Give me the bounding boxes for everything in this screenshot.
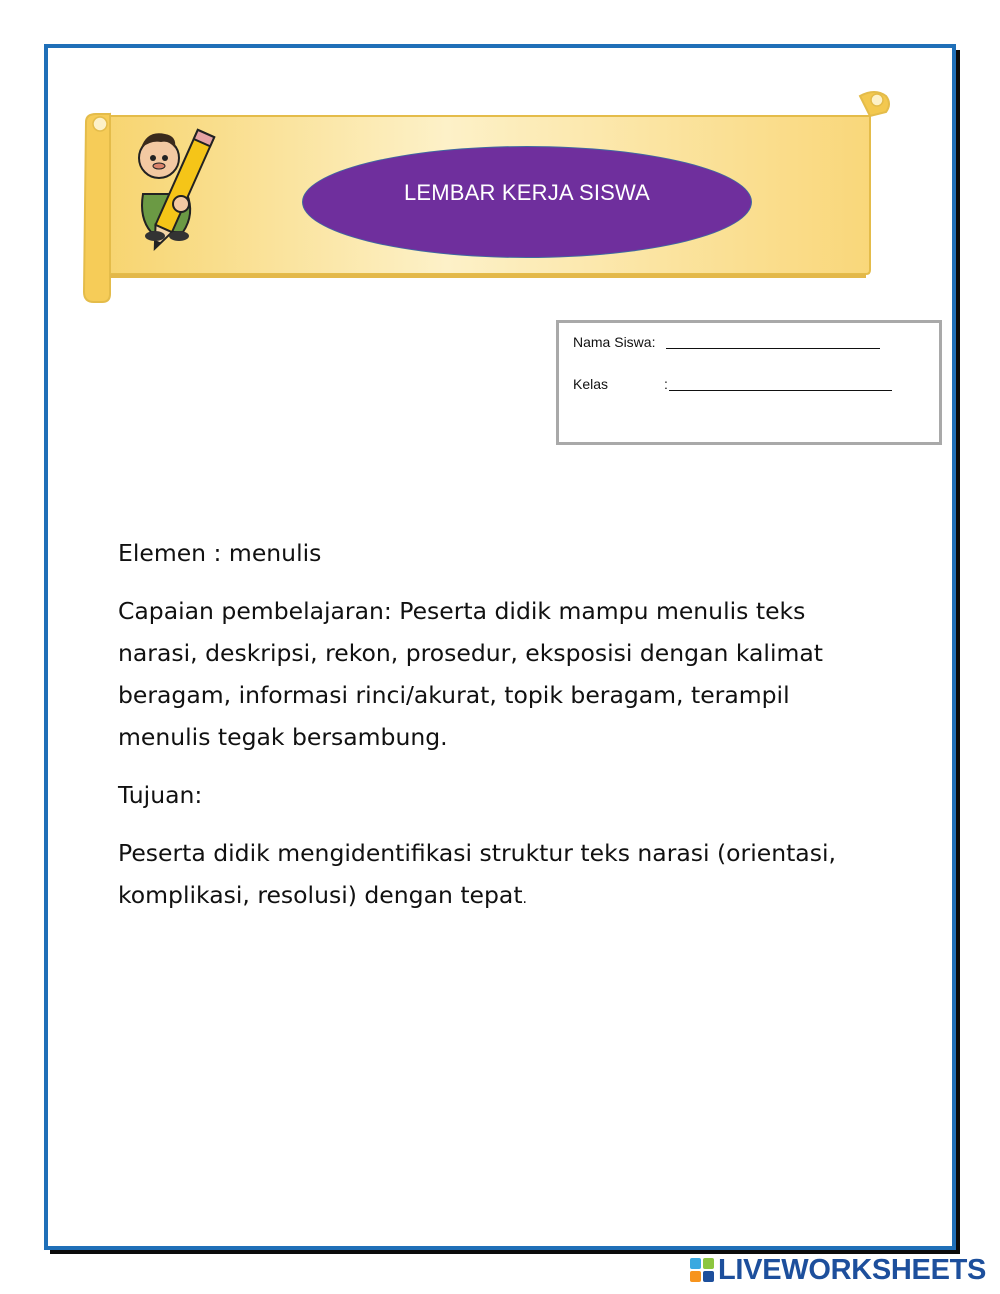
worksheet-content bbox=[118, 532, 898, 936]
cartoon-pencil-illustration bbox=[125, 122, 220, 264]
student-class-colon: : bbox=[664, 376, 668, 392]
student-class-field bbox=[573, 376, 913, 392]
liveworksheets-logo-icon bbox=[690, 1258, 714, 1282]
goal-heading: Tujuan: bbox=[118, 781, 203, 809]
student-class-label: Kelas bbox=[573, 376, 609, 392]
goal-paragraph bbox=[118, 832, 888, 920]
worksheet-title-text: LEMBAR KERJA SISWA bbox=[403, 180, 651, 205]
liveworksheets-brand-text: LIVEWORKSHEETS bbox=[718, 1253, 987, 1286]
student-info-box bbox=[556, 320, 942, 445]
achievement-paragraph: Capaian pembelajaran: Peserta didik mampu menulis teks narasi, deskripsi, rekon, prosedur, eksposisi dengan kalimat beragam, informasi rinci/akurat, topik beragam, terampil menulis tegak bersambung. bbox=[118, 597, 823, 751]
student-name-field bbox=[573, 334, 655, 350]
element-line: Elemen : menulis bbox=[118, 539, 322, 567]
student-name-input-line[interactable] bbox=[666, 348, 880, 349]
student-name-label: Nama Siswa: bbox=[573, 334, 656, 350]
worksheet-title bbox=[302, 146, 752, 258]
goal-end-dot: . bbox=[522, 891, 527, 907]
liveworksheets-brand[interactable] bbox=[690, 1254, 986, 1286]
student-class-input-line[interactable] bbox=[669, 390, 892, 391]
goal-text: Peserta didik mengidentifikasi struktur teks narasi (orientasi, komplikasi, resolusi) dengan tepat bbox=[118, 839, 836, 909]
